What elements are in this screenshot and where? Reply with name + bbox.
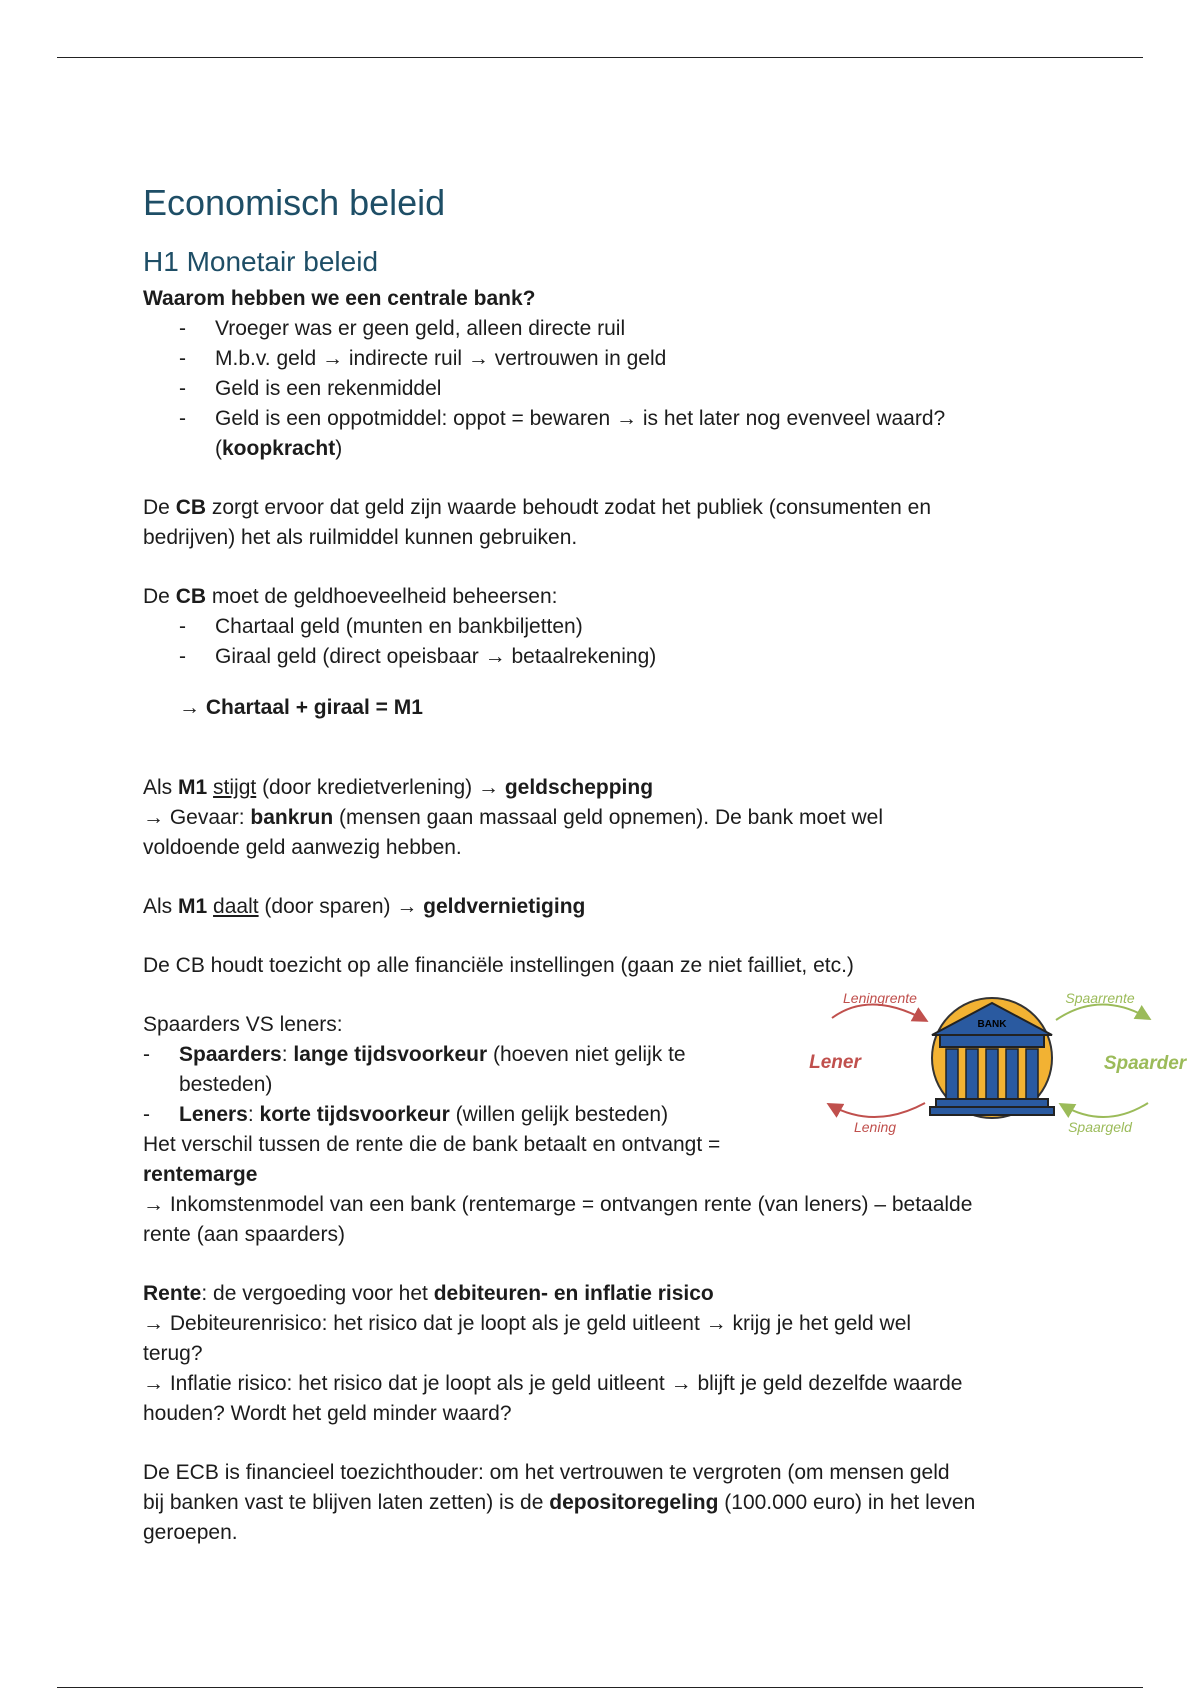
m1-rise-line: Als M1 stijgt (door kredietverlening) → geldschepping <box>143 776 654 799</box>
document-title: Economisch beleid <box>143 182 446 223</box>
bankrun-line-cont: voldoende geld aanwezig hebben. <box>143 836 462 859</box>
bank-interest-diagram <box>800 985 1200 1135</box>
lener-label: Lener <box>809 1052 861 1073</box>
central-bank-reasons-list <box>143 314 1063 464</box>
list-item: - M.b.v. geld → indirecte ruil → vertrouwen in geld <box>143 344 1063 374</box>
spaarrente-arrow <box>1056 1004 1148 1020</box>
list-item: - Giraal geld (direct opeisbaar → betaalrekening) <box>143 642 1063 672</box>
bank-label: BANK <box>977 1019 1007 1030</box>
header-rule <box>57 57 1143 58</box>
ecb-line: De ECB is financieel toezichthouder: om het vertrouwen te vergroten (om mensen geld <box>143 1461 950 1484</box>
list-item: - Leners: korte tijdsvoorkeur (willen gelijk besteden) <box>143 1100 773 1130</box>
list-item: - Geld is een rekenmiddel <box>143 374 1063 404</box>
savers-borrowers-list <box>143 1040 773 1130</box>
spaargeld-label: Spaargeld <box>1068 1119 1132 1135</box>
central-bank-question: Waarom hebben we een centrale bank? <box>143 287 536 310</box>
inflation-risk-line-cont: houden? Wordt het geld minder waard? <box>143 1402 512 1425</box>
income-model-line-cont: rente (aan spaarders) <box>143 1223 345 1246</box>
list-item: - Geld is een oppotmiddel: oppot = bewaren → is het later nog evenveel waard? (koopkracht) <box>143 404 1063 464</box>
bank-icon <box>930 998 1054 1118</box>
supervision-line: De CB houdt toezicht op alle financiële instellingen (gaan ze niet failliet, etc.) <box>143 954 854 977</box>
chapter-heading: H1 Monetair beleid <box>143 246 379 277</box>
bankrun-line: → Gevaar: bankrun (mensen gaan massaal geld opnemen). De bank moet wel <box>143 806 884 829</box>
margin-definition: Het verschil tussen de rente die de bank betaalt en ontvangt = <box>143 1133 721 1156</box>
income-model-line: → Inkomstenmodel van een bank (rentemarge = ontvangen rente (van leners) – betaalde <box>143 1193 973 1216</box>
cb-money-supply-intro: De CB moet de geldhoeveelheid beheersen: <box>143 585 558 608</box>
m1-formula: → Chartaal + giraal = M1 <box>179 696 423 719</box>
debtor-risk-line-cont: terug? <box>143 1342 203 1365</box>
document-body <box>143 180 1063 1548</box>
cb-value-paragraph: De CB zorgt ervoor dat geld zijn waarde behoudt zodat het publiek (consumenten en <box>143 496 931 519</box>
list-item: - Chartaal geld (munten en bankbiljetten) <box>143 612 1063 642</box>
list-item: - Vroeger was er geen geld, alleen directe ruil <box>143 314 1063 344</box>
debtor-risk-line: → Debiteurenrisico: het risico dat je loopt als je geld uitleent → krijg je het geld wel <box>143 1312 912 1335</box>
leningrente-arrow <box>832 1004 925 1020</box>
spaarder-label: Spaarder <box>1103 1053 1187 1074</box>
ecb-line-end: geroepen. <box>143 1521 238 1544</box>
margin-term: rentemarge <box>143 1163 258 1186</box>
list-item: - Spaarders: lange tijdsvoorkeur (hoeven niet gelijk te besteden) <box>143 1040 773 1100</box>
leningrente-label: Leningrente <box>843 990 917 1006</box>
savers-intro: Spaarders VS leners: <box>143 1013 343 1036</box>
rente-definition: Rente: de vergoeding voor het debiteuren- en inflatie risico <box>143 1282 714 1305</box>
ecb-line-cont: bij banken vast te blijven laten zetten) is de depositoregeling (100.000 euro) in het leven <box>143 1491 976 1514</box>
spaarrente-label: Spaarrente <box>1065 990 1135 1006</box>
cb-value-paragraph-cont: bedrijven) het als ruilmiddel kunnen gebruiken. <box>143 526 578 549</box>
m1-fall-line: Als M1 daalt (door sparen) → geldvernietiging <box>143 895 586 918</box>
lening-arrow <box>830 1103 925 1117</box>
spaargeld-arrow <box>1062 1103 1148 1117</box>
lening-label: Lening <box>853 1119 897 1135</box>
footer-rule <box>57 1687 1143 1688</box>
inflation-risk-line: → Inflatie risico: het risico dat je loopt als je geld uitleent → blijft je geld dezelfde waarde <box>143 1372 963 1395</box>
money-types-list <box>143 612 1063 672</box>
